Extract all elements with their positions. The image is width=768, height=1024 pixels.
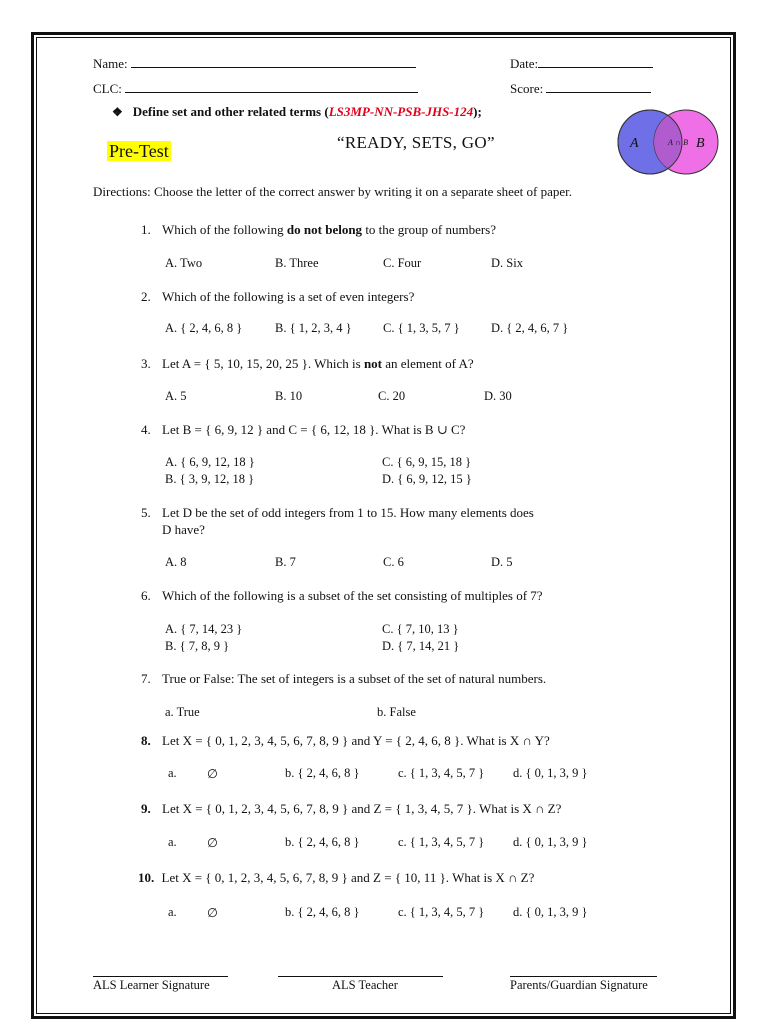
question-text: Which of the following [162, 222, 287, 237]
question-emphasis: not [363, 356, 382, 371]
option-8b[interactable]: b. { 2, 4, 6, 8 } [285, 766, 360, 780]
question-3 [141, 356, 474, 372]
empty-set-symbol: ∅ [207, 906, 218, 920]
question-emphasis: do not belong [286, 222, 363, 237]
objective-tail: ); [473, 104, 482, 119]
option-5b[interactable]: B. 7 [275, 555, 296, 569]
clc-field [93, 81, 418, 97]
option-10b[interactable]: b. { 2, 4, 6, 8 } [285, 905, 360, 919]
clc-label: CLC: [93, 81, 122, 96]
option-5c[interactable]: C. 6 [383, 555, 404, 569]
date-blank[interactable] [538, 56, 653, 68]
question-number: 9. [141, 801, 151, 816]
question-number: 7. [141, 671, 151, 686]
option-3b[interactable]: B. 10 [275, 389, 303, 403]
question-text: Which of the following is a set of even integers? [162, 289, 415, 304]
question-5 [141, 505, 534, 521]
option-10d[interactable]: d. { 0, 1, 3, 9 } [513, 905, 588, 919]
question-6 [141, 588, 543, 604]
option-7b[interactable]: b. False [377, 705, 416, 719]
option-6a[interactable]: A. { 7, 14, 23 } [165, 622, 243, 636]
question-text: Let B = { 6, 9, 12 } and C = { 6, 12, 18 }. What is B ∪ C? [162, 422, 466, 437]
option-2c[interactable]: C. { 1, 3, 5, 7 } [383, 321, 460, 335]
question-9 [141, 801, 561, 817]
option-3d[interactable]: D. 30 [484, 389, 512, 403]
option-6c[interactable]: C. { 7, 10, 13 } [382, 622, 459, 636]
question-number: 2. [141, 289, 151, 304]
venn-label-b: B [696, 136, 705, 151]
question-number: 1. [141, 222, 151, 237]
option-5a[interactable]: A. 8 [165, 555, 187, 569]
diamond-bullet-icon: ❖ [112, 105, 123, 119]
option-1c[interactable]: C. Four [383, 256, 422, 270]
question-text: Let D be the set of odd integers from 1 to 15. How many elements does [162, 505, 534, 520]
question-text: an element of A? [382, 356, 474, 371]
score-blank[interactable] [546, 81, 651, 93]
question-text: Let A = { 5, 10, 15, 20, 25 }. Which is [162, 356, 364, 371]
option-10a[interactable]: a. [168, 905, 177, 919]
option-1a[interactable]: A. Two [165, 256, 203, 270]
question-10 [138, 870, 534, 886]
pretest-highlight: Pre-Test [109, 141, 169, 161]
option-6b[interactable]: B. { 7, 8, 9 } [165, 639, 230, 653]
option-8c[interactable]: c. { 1, 3, 4, 5, 7 } [398, 766, 485, 780]
question-number: 3. [141, 356, 151, 371]
option-3c[interactable]: C. 20 [378, 389, 406, 403]
option-4c[interactable]: C. { 6, 9, 15, 18 } [382, 455, 472, 469]
teacher-signature-label: ALS Teacher [332, 978, 398, 992]
name-label: Name: [93, 56, 128, 71]
question-text: Let X = { 0, 1, 2, 3, 4, 5, 6, 7, 8, 9 } and Y = { 2, 4, 6, 8 }. What is X ∩ Y? [162, 733, 550, 748]
date-label: Date: [510, 56, 539, 71]
question-text: Let X = { 0, 1, 2, 3, 4, 5, 6, 7, 8, 9 } and Z = { 10, 11 }. What is X ∩ Z? [161, 870, 535, 885]
option-8a[interactable]: a. [168, 766, 177, 780]
option-7a[interactable]: a. True [165, 705, 200, 719]
option-9c[interactable]: c. { 1, 3, 4, 5, 7 } [398, 835, 485, 849]
option-2d[interactable]: D. { 2, 4, 6, 7 } [491, 321, 569, 335]
competency-code: LS3MP-NN-PSB-JHS-124 [328, 104, 474, 119]
question-2 [141, 289, 414, 305]
option-9b[interactable]: b. { 2, 4, 6, 8 } [285, 835, 360, 849]
score-label: Score: [510, 81, 544, 96]
question-number: 6. [141, 588, 151, 603]
option-9a[interactable]: a. [168, 835, 177, 849]
option-4a[interactable]: A. { 6, 9, 12, 18 } [165, 455, 255, 469]
score-field [510, 81, 651, 97]
parent-signature-line[interactable] [510, 976, 657, 977]
option-6d[interactable]: D. { 7, 14, 21 } [382, 639, 460, 653]
question-number: 5. [141, 505, 151, 520]
question-5-continued: D have? [162, 522, 205, 537]
name-field [93, 56, 416, 72]
empty-set-symbol: ∅ [207, 836, 218, 850]
venn-label-a: A [630, 136, 639, 151]
venn-label-intersection: A∩B [668, 138, 688, 147]
option-2a[interactable]: A. { 2, 4, 6, 8 } [165, 321, 243, 335]
question-1 [141, 222, 496, 238]
teacher-signature-line[interactable] [278, 976, 443, 977]
name-blank[interactable] [131, 56, 416, 68]
empty-set-symbol: ∅ [207, 767, 218, 781]
question-8 [141, 733, 550, 749]
option-4b[interactable]: B. { 3, 9, 12, 18 } [165, 472, 255, 486]
learner-signature-label: ALS Learner Signature [93, 978, 210, 992]
question-number: 8. [141, 733, 151, 748]
parent-signature-label: Parents/Guardian Signature [510, 978, 648, 992]
option-4d[interactable]: D. { 6, 9, 12, 15 } [382, 472, 472, 486]
objective-text: Define set and other related terms ( [132, 104, 329, 119]
clc-blank[interactable] [125, 81, 418, 93]
pretest-label [107, 140, 171, 162]
option-3a[interactable]: A. 5 [165, 389, 187, 403]
option-1d[interactable]: D. Six [491, 256, 523, 270]
option-9d[interactable]: d. { 0, 1, 3, 9 } [513, 835, 588, 849]
page-title: “READY, SETS, GO” [337, 133, 495, 152]
directions: Directions: Choose the letter of the correct answer by writing it on a separate sheet of paper. [93, 184, 573, 199]
option-2b[interactable]: B. { 1, 2, 3, 4 } [275, 321, 352, 335]
option-5d[interactable]: D. 5 [491, 555, 513, 569]
question-text: True or False: The set of integers is a subset of the set of natural numbers. [162, 671, 547, 686]
question-number: 4. [141, 422, 151, 437]
learner-signature-line[interactable] [93, 976, 228, 977]
date-field [510, 56, 653, 72]
question-text: to the group of numbers? [362, 222, 497, 237]
question-number: 10. [138, 870, 155, 885]
learning-objective [112, 104, 482, 120]
venn-diagram [612, 109, 724, 175]
option-10c[interactable]: c. { 1, 3, 4, 5, 7 } [398, 905, 485, 919]
question-7 [141, 671, 546, 687]
question-4 [141, 422, 465, 438]
question-text: Let X = { 0, 1, 2, 3, 4, 5, 6, 7, 8, 9 } and Z = { 1, 3, 4, 5, 7 }. What is X ∩ Z? [162, 801, 562, 816]
option-8d[interactable]: d. { 0, 1, 3, 9 } [513, 766, 588, 780]
option-1b[interactable]: B. Three [275, 256, 319, 270]
question-text: Which of the following is a subset of the set consisting of multiples of 7? [162, 588, 543, 603]
